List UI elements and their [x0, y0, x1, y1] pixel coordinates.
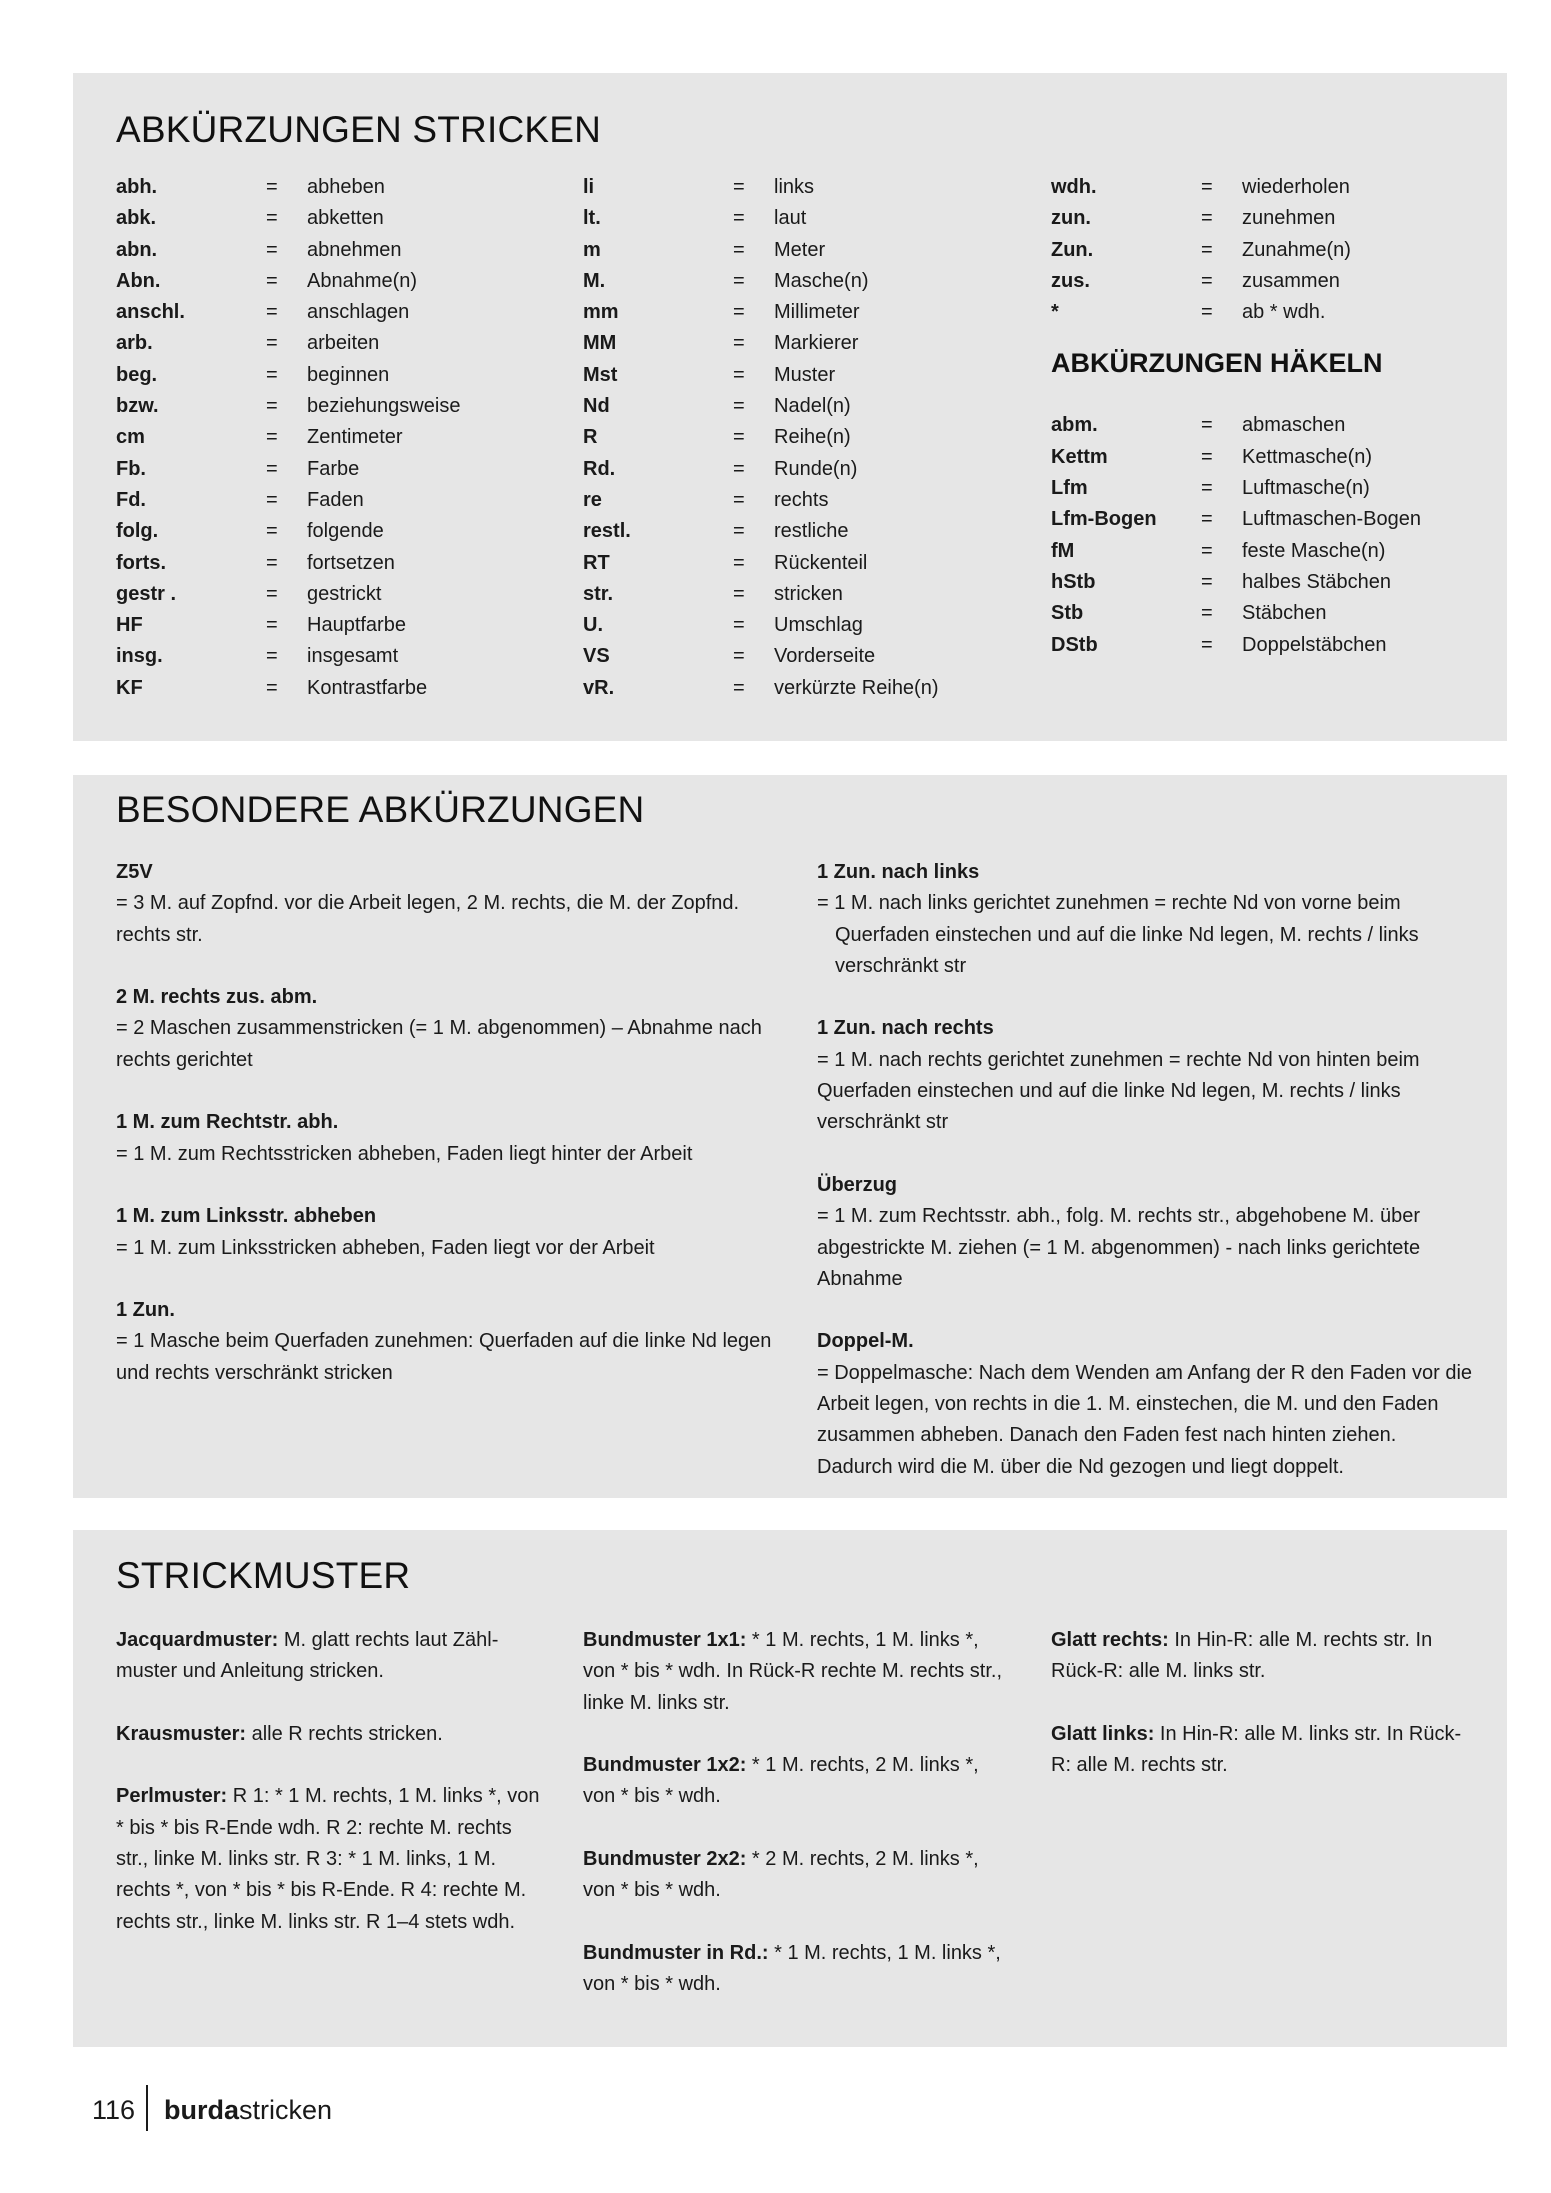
- abbr-row: [1051, 203, 1501, 234]
- abbr-equals: =: [266, 551, 278, 574]
- abbr-value: abmaschen: [1242, 414, 1346, 437]
- abbr-row: [583, 610, 1033, 641]
- abbr-value: abketten: [307, 207, 384, 230]
- abbr-equals: =: [266, 676, 278, 699]
- abbr-col-2: [583, 172, 1033, 704]
- special-item-heading: 1 M. zum Linksstr. abheben: [116, 1205, 377, 1228]
- abbr-key: Abn.: [116, 269, 161, 292]
- abbr-equals: =: [733, 645, 745, 668]
- abbr-equals: =: [266, 520, 278, 543]
- abbr-row: [1051, 536, 1501, 567]
- abbr-equals: =: [266, 238, 278, 261]
- pattern-name: Bundmuster 1x2:: [583, 1754, 747, 1777]
- abbr-row: [1051, 235, 1501, 266]
- abbr-key: VS: [583, 645, 610, 668]
- special-item-heading: Doppel-M.: [817, 1330, 914, 1353]
- abbr-equals: =: [733, 551, 745, 574]
- abbr-value: Abnahme(n): [307, 269, 418, 292]
- special-item-heading: Z5V: [116, 861, 153, 883]
- abbr-knit-box: [73, 73, 1507, 741]
- special-col-right: [817, 857, 1477, 1514]
- abbr-row: [583, 641, 1033, 672]
- page-number: 116: [92, 2095, 136, 2125]
- pattern-name: Glatt rechts:: [1051, 1629, 1169, 1651]
- patterns-box: [73, 1530, 1507, 2047]
- patterns-col-1: [116, 1625, 546, 1969]
- pattern-item: [1051, 1625, 1481, 1688]
- pattern-description: * 2 M. rechts, 2 M. links *, von * bis * wdh.: [583, 1848, 979, 1902]
- pattern-item: [583, 1750, 1013, 1813]
- pattern-description: M. glatt rechts laut Zählmuster und Anleitung stricken.: [116, 1629, 499, 1683]
- abbr-key: HF: [116, 614, 143, 637]
- abbr-key: bzw.: [116, 395, 159, 418]
- abbr-value: Zunahme(n): [1242, 238, 1351, 261]
- abbr-key: fM: [1051, 539, 1075, 562]
- abbr-value: Markierer: [774, 332, 859, 355]
- pattern-description: * 1 M. rechts, 1 M. links *, von * bis * wdh. In Rück-R rechte M. rechts str., linke M. links str.: [583, 1629, 1003, 1714]
- abbr-equals: =: [266, 488, 278, 511]
- abbr-value: gestrickt: [307, 582, 382, 605]
- abbr-key: anschl.: [116, 301, 185, 324]
- abbr-key: DStb: [1051, 633, 1098, 656]
- abbr-equals: =: [733, 207, 745, 230]
- abbr-key: Nd: [583, 395, 610, 418]
- pattern-name: Perlmuster:: [116, 1785, 228, 1808]
- abbr-equals: =: [266, 395, 278, 418]
- abbr-value: Luftmasche(n): [1242, 477, 1370, 500]
- abbr-row: [116, 172, 566, 203]
- abbr-row: [583, 172, 1033, 203]
- abbr-col-3: [1051, 172, 1501, 661]
- abbr-key: Lfm-Bogen: [1051, 508, 1157, 531]
- abbr-value: laut: [774, 207, 807, 230]
- patterns-title: STRICKMUSTER: [116, 1555, 411, 1596]
- abbr-value: Meter: [774, 238, 826, 261]
- special-item-text: = 1 M. nach links gerichtet zunehmen = rechte Nd von vorne beim Querfaden einstechen und auf die linke Nd legen, M. rechts / links verschränkt str: [817, 892, 1419, 977]
- abbr-row: [116, 579, 566, 610]
- abbr-value: fortsetzen: [307, 551, 395, 574]
- abbr-equals: =: [733, 176, 745, 198]
- abbr-row: [583, 548, 1033, 579]
- abbr-value: Stäbchen: [1242, 602, 1327, 625]
- special-item-text: = 2 Maschen zusammenstricken (= 1 M. abgenommen) – Abnahme nach rechts gerichtet: [116, 1017, 762, 1071]
- abbr-value: links: [774, 176, 815, 198]
- abbr-row: [1051, 567, 1501, 598]
- pattern-item: [583, 1844, 1013, 1907]
- abbr-equals: =: [266, 426, 278, 449]
- abbr-equals: =: [1201, 176, 1213, 198]
- abbr-key: re: [583, 488, 602, 511]
- abbr-key: restl.: [583, 520, 631, 543]
- special-item-text: = Doppelmasche: Nach dem Wenden am Anfang der R den Faden vor die Arbeit legen, von rechts in die 1. M. einstechen, die M. und den Faden zusammen abheben. Danach den Faden fest nach hinten ziehen. Dadurch wird die M. über die Nd gezogen und liegt doppelt.: [817, 1361, 1473, 1478]
- pattern-description: * 1 M. rechts, 2 M. links *, von * bis * wdh.: [583, 1754, 979, 1808]
- abbr-key: *: [1051, 301, 1059, 324]
- abbr-key: abh.: [116, 176, 158, 198]
- abbr-key: m: [583, 238, 601, 261]
- special-item-heading: Überzug: [817, 1173, 897, 1196]
- abbr-row: [1051, 266, 1501, 297]
- abbr-col-3-rows: [1051, 172, 1501, 328]
- pattern-description: * 1 M. rechts, 1 M. links *, von * bis * wdh.: [583, 1941, 1001, 1996]
- abbr-value: arbeiten: [307, 332, 380, 355]
- pattern-description: alle R rechts stricken.: [246, 1722, 443, 1745]
- special-item-text: = 3 M. auf Zopfnd. vor die Arbeit legen, 2 M. rechts, die M. der Zopfnd. rechts str.: [116, 892, 740, 946]
- abbr-key: abm.: [1051, 414, 1098, 437]
- special-item: [817, 857, 1477, 982]
- abbr-equals: =: [733, 301, 745, 324]
- abbr-row: [1051, 442, 1501, 473]
- abbr-key: M.: [583, 269, 606, 292]
- abbr-equals: =: [733, 363, 745, 386]
- abbr-value: folgende: [307, 520, 384, 543]
- abbr-value: Masche(n): [774, 269, 869, 292]
- abbr-value: Hauptfarbe: [307, 614, 406, 637]
- pattern-description: R 1: * 1 M. rechts, 1 M. links *, von * bis * bis R-Ende wdh. R 2: rechte M. rechts str., linke M. links str. R 3: * 1 M. links, 1 M. rechts *, von * bis * bis R-Ende. R 4: rechte M. rechts str., linke M. links str. R 1–4 stets wdh.: [116, 1785, 540, 1933]
- abbr-key: zun.: [1051, 207, 1091, 230]
- abbr-equals: =: [733, 332, 745, 355]
- abbr-value: Kettmasche(n): [1242, 445, 1373, 468]
- abbr-row: [583, 360, 1033, 391]
- pattern-name: Bundmuster in Rd.:: [583, 1941, 769, 1964]
- abbr-value: insgesamt: [307, 645, 399, 668]
- abbr-equals: =: [733, 457, 745, 480]
- abbr-value: Nadel(n): [774, 395, 851, 418]
- abbr-crochet-rows: [1051, 410, 1501, 660]
- abbr-knit-title: ABKÜRZUNGEN STRICKEN: [116, 109, 602, 150]
- abbr-key: MM: [583, 332, 617, 355]
- abbr-row: [583, 391, 1033, 422]
- abbr-row: [583, 266, 1033, 297]
- abbr-row: [1051, 504, 1501, 535]
- abbr-key: folg.: [116, 520, 159, 543]
- abbr-value: zusammen: [1242, 269, 1340, 292]
- abbr-equals: =: [266, 614, 278, 637]
- pattern-name: Glatt links:: [1051, 1722, 1155, 1745]
- abbr-key: Mst: [583, 363, 618, 386]
- abbr-equals: =: [733, 269, 745, 292]
- special-item-text: = 1 M. zum Rechtsstr. abh., folg. M. rechts str., abgehobene M. über abgestrickte M. ziehen (= 1 M. abgenommen) - nach links gerichtete Abnahme: [817, 1205, 1421, 1290]
- abbr-row: [116, 485, 566, 516]
- pattern-description: In Hin-R: alle M. links str. In Rück-R: alle M. rechts str.: [1051, 1722, 1462, 1777]
- abbr-row: [116, 516, 566, 547]
- footer-divider: [146, 2085, 148, 2131]
- brand-bold: burda: [164, 2095, 240, 2125]
- pattern-item: [116, 1781, 546, 1937]
- abbr-value: abnehmen: [307, 238, 402, 261]
- abbr-key: Lfm: [1051, 477, 1088, 500]
- pattern-name: Krausmuster:: [116, 1722, 247, 1745]
- abbr-equals: =: [266, 332, 278, 355]
- abbr-value: anschlagen: [307, 301, 410, 324]
- abbr-equals: =: [1201, 301, 1213, 324]
- abbr-key: Fb.: [116, 457, 146, 480]
- abbr-row: [116, 297, 566, 328]
- special-item-text: = 1 M. zum Rechtsstricken abheben, Faden liegt hinter der Arbeit: [116, 1142, 693, 1165]
- abbr-row: [116, 548, 566, 579]
- patterns-col-3: [1051, 1625, 1481, 1813]
- abbr-row: [583, 516, 1033, 547]
- abbr-key: Rd.: [583, 457, 616, 480]
- abbr-equals: =: [1201, 207, 1213, 230]
- abbr-equals: =: [1201, 570, 1213, 593]
- abbr-row: [583, 328, 1033, 359]
- abbr-equals: =: [266, 457, 278, 480]
- abbr-row: [116, 328, 566, 359]
- abbr-key: insg.: [116, 645, 163, 668]
- abbr-row: [116, 235, 566, 266]
- pattern-item: [116, 1625, 546, 1688]
- abbr-key: lt.: [583, 207, 601, 230]
- special-item-text: = 1 M. zum Linksstricken abheben, Faden liegt vor der Arbeit: [116, 1236, 655, 1259]
- abbr-value: Rückenteil: [774, 551, 868, 574]
- abbr-row: [116, 641, 566, 672]
- pattern-item: [116, 1719, 546, 1750]
- abbr-col-1: [116, 172, 566, 704]
- abbr-row: [116, 391, 566, 422]
- abbr-value: Farbe: [307, 457, 360, 480]
- abbr-row: [116, 610, 566, 641]
- pattern-description: In Hin-R: alle M. rechts str. In Rück-R: alle M. links str.: [1051, 1629, 1433, 1683]
- abbr-equals: =: [1201, 414, 1213, 437]
- abbr-value: beginnen: [307, 363, 390, 386]
- abbr-key: Zun.: [1051, 238, 1094, 261]
- abbr-value: stricken: [774, 582, 843, 605]
- abbr-equals: =: [1201, 445, 1213, 468]
- abbr-value: abheben: [307, 176, 385, 198]
- abbr-row: [583, 203, 1033, 234]
- abbr-value: Reihe(n): [774, 426, 851, 449]
- abbr-key: abn.: [116, 238, 158, 261]
- abbr-key: gestr .: [116, 582, 177, 605]
- abbr-row: [583, 422, 1033, 453]
- abbr-equals: =: [266, 301, 278, 324]
- pattern-item: [1051, 1719, 1481, 1782]
- abbr-key: str.: [583, 582, 614, 605]
- abbr-key: wdh.: [1051, 176, 1097, 198]
- abbr-key: Kettm: [1051, 445, 1108, 468]
- abbr-equals: =: [266, 645, 278, 668]
- abbr-key: KF: [116, 676, 143, 699]
- patterns-col-2: [583, 1625, 1013, 2032]
- abbr-value: Umschlag: [774, 614, 863, 637]
- pattern-name: Bundmuster 2x2:: [583, 1848, 747, 1871]
- brand-light: stricken: [239, 2095, 333, 2125]
- special-item-heading: 1 Zun.: [116, 1299, 175, 1322]
- abbr-value: verkürzte Reihe(n): [774, 676, 939, 699]
- abbr-row: [116, 422, 566, 453]
- abbr-value: Zentimeter: [307, 426, 403, 449]
- abbr-value: feste Masche(n): [1242, 539, 1386, 562]
- abbr-equals: =: [1201, 539, 1213, 562]
- brand-logo: [164, 2095, 332, 2126]
- special-item: [817, 1326, 1477, 1482]
- abbr-row: [1051, 473, 1501, 504]
- abbr-row: [116, 266, 566, 297]
- abbr-value: rechts: [774, 488, 829, 511]
- abbr-value: restliche: [774, 520, 849, 543]
- abbr-row: [583, 297, 1033, 328]
- special-item-text: = 1 Masche beim Querfaden zunehmen: Querfaden auf die linke Nd legen und rechts verschränkt stricken: [116, 1330, 772, 1384]
- abbr-equals: =: [266, 176, 278, 198]
- special-abbr-box: [73, 775, 1507, 1498]
- pattern-name: Bundmuster 1x1:: [583, 1629, 747, 1651]
- abbr-equals: =: [1201, 269, 1213, 292]
- abbr-equals: =: [266, 269, 278, 292]
- abbr-key: arb.: [116, 332, 153, 355]
- abbr-value: beziehungsweise: [307, 395, 461, 418]
- special-item: [817, 1013, 1477, 1138]
- abbr-value: Doppelstäbchen: [1242, 633, 1387, 656]
- abbr-row: [116, 454, 566, 485]
- abbr-row: [583, 454, 1033, 485]
- abbr-key: beg.: [116, 363, 158, 386]
- abbr-row: [116, 673, 566, 704]
- abbr-value: Millimeter: [774, 301, 860, 324]
- abbr-key: vR.: [583, 676, 615, 699]
- special-item: [116, 1201, 776, 1264]
- special-item: [116, 1107, 776, 1170]
- special-item: [817, 1170, 1477, 1295]
- abbr-equals: =: [733, 582, 745, 605]
- special-item-heading: 2 M. rechts zus. abm.: [116, 986, 318, 1009]
- abbr-value: Luftmaschen-Bogen: [1242, 508, 1422, 531]
- pattern-item: [583, 1625, 1013, 1719]
- abbr-key: Fd.: [116, 488, 146, 511]
- abbr-key: mm: [583, 301, 619, 324]
- abbr-key: U.: [583, 614, 603, 637]
- pattern-item: [583, 1938, 1013, 2001]
- abbr-key: cm: [116, 426, 145, 449]
- abbr-value: Vorderseite: [774, 645, 876, 668]
- abbr-key: zus.: [1051, 269, 1090, 292]
- abbr-key: R: [583, 426, 598, 449]
- abbr-key: Stb: [1051, 602, 1084, 625]
- abbr-value: wiederholen: [1242, 176, 1350, 198]
- abbr-row: [1051, 598, 1501, 629]
- abbr-row: [583, 235, 1033, 266]
- pattern-name: Jacquardmuster:: [116, 1629, 279, 1651]
- abbr-value: Runde(n): [774, 457, 858, 480]
- abbr-key: abk.: [116, 207, 157, 230]
- abbr-value: zunehmen: [1242, 207, 1336, 230]
- abbr-row: [1051, 297, 1501, 328]
- abbr-value: Muster: [774, 363, 836, 386]
- abbr-key: RT: [583, 551, 610, 574]
- abbr-crochet-title: ABKÜRZUNGEN HÄKELN: [1051, 348, 1383, 379]
- abbr-equals: =: [266, 207, 278, 230]
- special-item-heading: 1 Zun. nach rechts: [817, 1017, 994, 1040]
- abbr-equals: =: [733, 238, 745, 261]
- abbr-equals: =: [733, 426, 745, 449]
- abbr-equals: =: [1201, 633, 1213, 656]
- special-col-left: [116, 857, 776, 1420]
- abbr-equals: =: [733, 676, 745, 699]
- abbr-equals: =: [733, 488, 745, 511]
- abbr-key: forts.: [116, 551, 166, 574]
- special-item-text: = 1 M. nach rechts gerichtet zunehmen = rechte Nd von hinten beim Querfaden einstechen und auf die linke Nd legen, M. rechts / links verschränkt str: [817, 1048, 1420, 1134]
- abbr-key: hStb: [1051, 570, 1096, 593]
- abbr-equals: =: [733, 395, 745, 418]
- abbr-equals: =: [733, 614, 745, 637]
- abbr-equals: =: [1201, 238, 1213, 261]
- abbr-row: [583, 579, 1033, 610]
- special-item-heading: 1 Zun. nach links: [817, 861, 980, 883]
- abbr-row: [583, 673, 1033, 704]
- abbr-row: [116, 360, 566, 391]
- abbr-row: [1051, 172, 1501, 203]
- special-item: [116, 1295, 776, 1389]
- abbr-row: [116, 203, 566, 234]
- abbr-value: Faden: [307, 488, 364, 511]
- abbr-equals: =: [1201, 477, 1213, 500]
- abbr-value: halbes Stäbchen: [1242, 570, 1392, 593]
- abbr-equals: =: [1201, 508, 1213, 531]
- abbr-row: [583, 485, 1033, 516]
- abbr-value: ab * wdh.: [1242, 301, 1326, 324]
- abbr-equals: =: [266, 363, 278, 386]
- special-abbr-title: BESONDERE ABKÜRZUNGEN: [116, 789, 645, 830]
- abbr-row: [1051, 630, 1501, 661]
- abbr-row: [1051, 410, 1501, 441]
- abbr-value: Kontrastfarbe: [307, 676, 428, 699]
- special-item: [116, 857, 776, 951]
- abbr-equals: =: [266, 582, 278, 605]
- abbr-equals: =: [1201, 602, 1213, 625]
- special-item-heading: 1 M. zum Rechtstr. abh.: [116, 1111, 339, 1134]
- abbr-key: li: [583, 176, 595, 198]
- special-item: [116, 982, 776, 1076]
- abbr-equals: =: [733, 520, 745, 543]
